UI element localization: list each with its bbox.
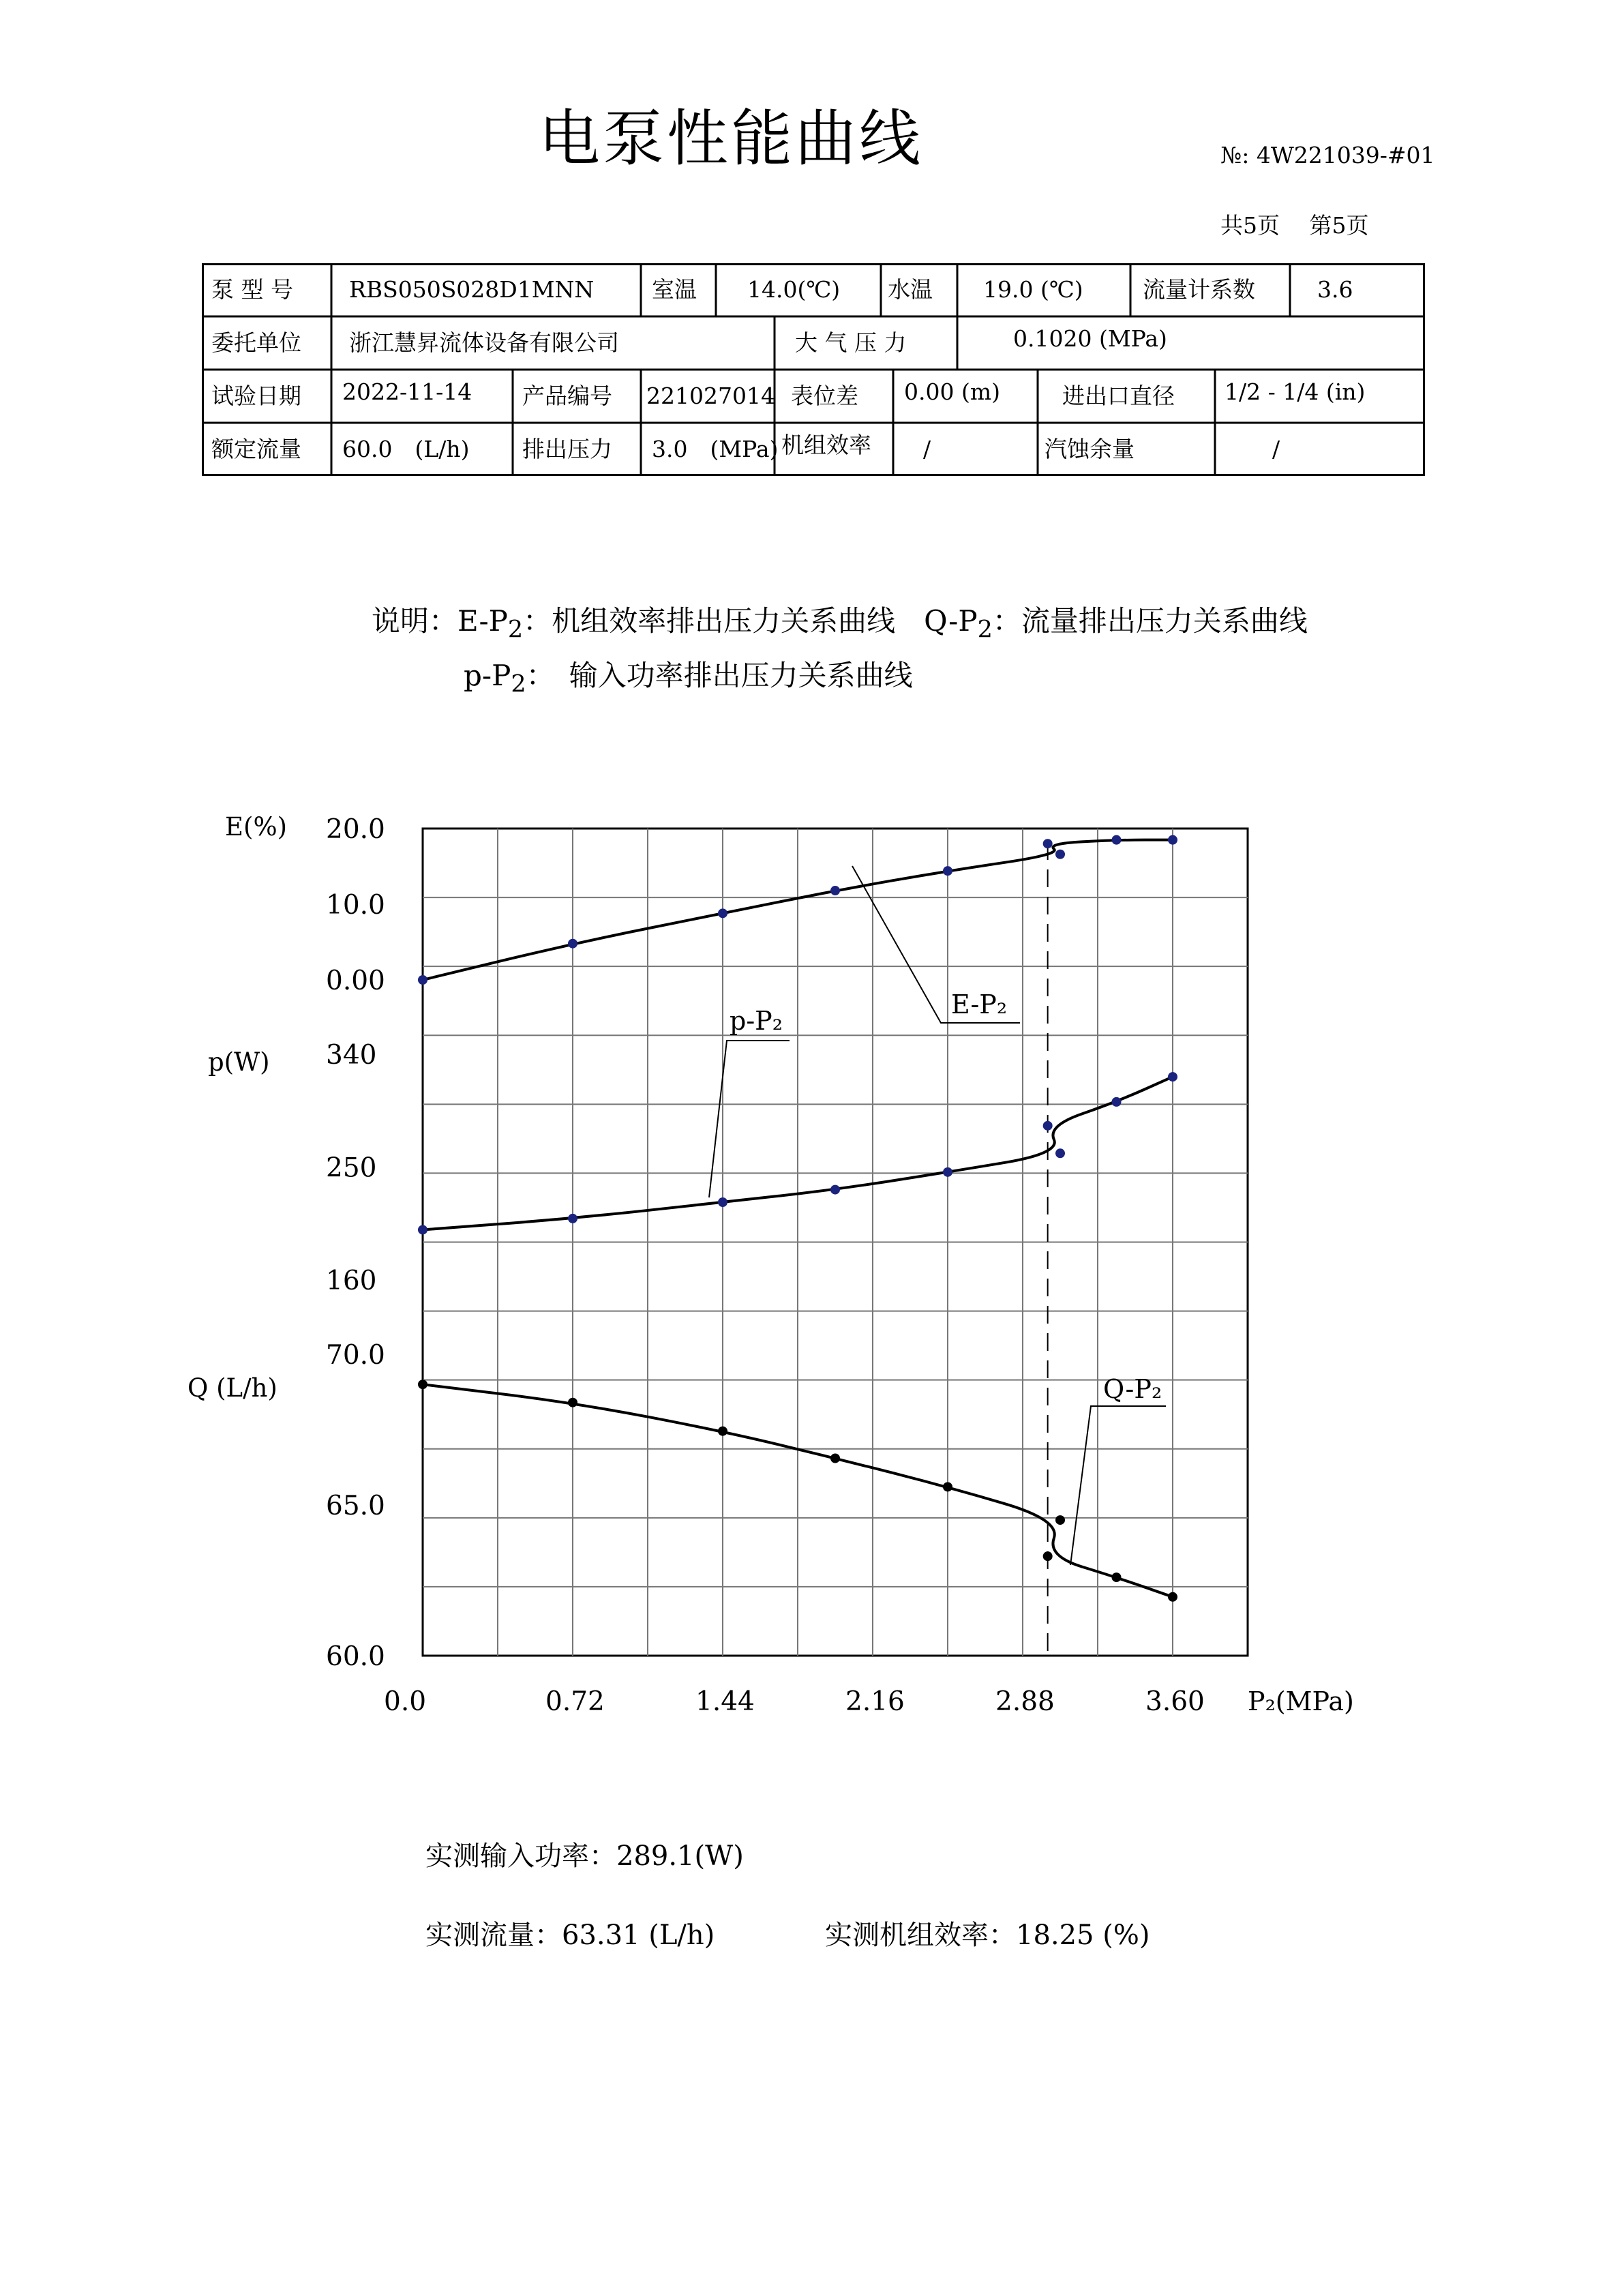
y-tick-label: 10.0 xyxy=(326,890,385,921)
data-point xyxy=(1055,1515,1065,1525)
data-point xyxy=(1112,835,1122,845)
y-tick-label: 60.0 xyxy=(326,1641,385,1672)
data-point xyxy=(418,1225,427,1234)
measured-efficiency: 实测机组效率：18.25 (%) xyxy=(825,1920,1150,1951)
pump-model-label: 泵 型 号 xyxy=(211,276,293,303)
page-title: 电泵性能曲线 xyxy=(539,103,923,175)
gauge: 0.00 (m) xyxy=(904,378,1001,405)
y-tick-label: 20.0 xyxy=(326,814,385,845)
y-axis-label: p(W) xyxy=(208,1047,270,1077)
y-tick-label: 65.0 xyxy=(326,1491,385,1521)
data-point xyxy=(1168,1072,1177,1082)
water-temp-label: 水温 xyxy=(888,276,933,303)
data-point xyxy=(830,886,840,895)
data-point xyxy=(943,866,952,876)
x-tick-label: 0.0 xyxy=(384,1686,427,1717)
data-point xyxy=(718,908,727,918)
x-tick-label: 1.44 xyxy=(695,1686,755,1717)
data-point xyxy=(1043,839,1053,848)
data-point xyxy=(1055,1148,1065,1158)
note-qp-desc: ：流量排出压力关系曲线 xyxy=(992,604,1308,638)
data-point xyxy=(830,1453,840,1463)
npsh-label: 汽蚀余量 xyxy=(1045,436,1135,462)
data-point xyxy=(418,1380,427,1389)
page-count: 共5页 第5页 xyxy=(1220,212,1369,239)
data-point xyxy=(568,1214,577,1223)
client-label: 委托单位 xyxy=(211,329,301,356)
curve-label-ep: E-P₂ xyxy=(951,989,1008,1019)
x-tick-label: 2.16 xyxy=(845,1686,905,1717)
data-point xyxy=(718,1427,727,1436)
measured-power: 实测输入功率：289.1(W) xyxy=(425,1840,744,1872)
leader-pp xyxy=(709,1041,790,1197)
client: 浙江慧昇流体设备有限公司 xyxy=(349,329,619,356)
note-pp-desc: ： 输入功率排出压力关系曲线 xyxy=(526,659,913,692)
discharge-label: 排出压力 xyxy=(522,436,612,462)
data-point xyxy=(830,1185,840,1195)
note-sub: 2 xyxy=(977,616,993,644)
flowmeter-label: 流量计系数 xyxy=(1143,276,1255,303)
rated-flow: 60.0 (L/h) xyxy=(342,436,470,462)
date: 2022-11-14 xyxy=(342,378,472,405)
note-ep-label: 说明：E-P xyxy=(372,604,508,638)
x-tick-label: 2.88 xyxy=(995,1686,1055,1717)
data-point xyxy=(568,1398,577,1407)
discharge: 3.0 (MPa) xyxy=(652,436,779,462)
data-point xyxy=(1043,1551,1053,1561)
gauge-label: 表位差 xyxy=(791,383,858,409)
port: 1/2 - 1/4 (in) xyxy=(1225,378,1366,405)
x-axis-label: P₂(MPa) xyxy=(1248,1686,1354,1716)
efficiency-label: 机组效率 xyxy=(781,432,871,458)
pump-model: RBS050S028D1MNN xyxy=(349,276,595,303)
npsh: / xyxy=(1272,436,1280,462)
y-tick-label: 70.0 xyxy=(326,1340,385,1371)
water-temp: 19.0 (℃) xyxy=(983,276,1083,303)
data-point xyxy=(1043,1121,1053,1131)
serial: 221027014 xyxy=(646,383,775,409)
flowmeter: 3.6 xyxy=(1317,276,1353,303)
y-tick-label: 160 xyxy=(326,1266,377,1296)
date-label: 试验日期 xyxy=(211,383,301,409)
y-tick-label: 0.00 xyxy=(326,966,385,996)
note-sub: 2 xyxy=(507,616,524,644)
data-point xyxy=(1112,1572,1122,1582)
measured-flow: 实测流量：63.31 (L/h) xyxy=(425,1920,715,1951)
curve-label-pp: p-P₂ xyxy=(730,1006,783,1036)
y-tick-label: 340 xyxy=(326,1040,377,1071)
note-ep-desc: ：机组效率排出压力关系曲线 Q-P xyxy=(523,604,978,638)
leader-qp xyxy=(1070,1406,1166,1565)
atm-label: 大 气 压 力 xyxy=(795,329,907,356)
data-point xyxy=(943,1167,952,1177)
data-point xyxy=(1168,1592,1177,1602)
x-tick-label: 0.72 xyxy=(545,1686,605,1717)
data-point xyxy=(568,939,577,949)
atm: 0.1020 (MPa) xyxy=(1013,325,1167,352)
data-point xyxy=(1168,835,1177,845)
data-point xyxy=(943,1482,952,1491)
y-tick-label: 250 xyxy=(326,1152,377,1184)
curve-label-qp: Q-P₂ xyxy=(1103,1374,1162,1404)
y-axis-label: E(%) xyxy=(225,812,288,841)
port-label: 进出口直径 xyxy=(1062,383,1175,409)
data-point xyxy=(1055,850,1065,859)
room-temp-label: 室温 xyxy=(652,276,697,303)
data-point xyxy=(718,1197,727,1207)
note-pp-label: p-P xyxy=(464,659,511,692)
serial-label: 产品编号 xyxy=(522,383,612,409)
data-point xyxy=(418,975,427,985)
room-temp: 14.0(℃) xyxy=(747,276,841,303)
y-axis-label: Q (L/h) xyxy=(187,1373,277,1403)
x-tick-label: 3.60 xyxy=(1145,1686,1205,1717)
efficiency: / xyxy=(923,436,931,462)
rated-flow-label: 额定流量 xyxy=(211,436,301,462)
document-number: №: 4W221039-#01 xyxy=(1220,142,1435,168)
note-sub: 2 xyxy=(511,670,526,698)
data-point xyxy=(1112,1097,1122,1107)
